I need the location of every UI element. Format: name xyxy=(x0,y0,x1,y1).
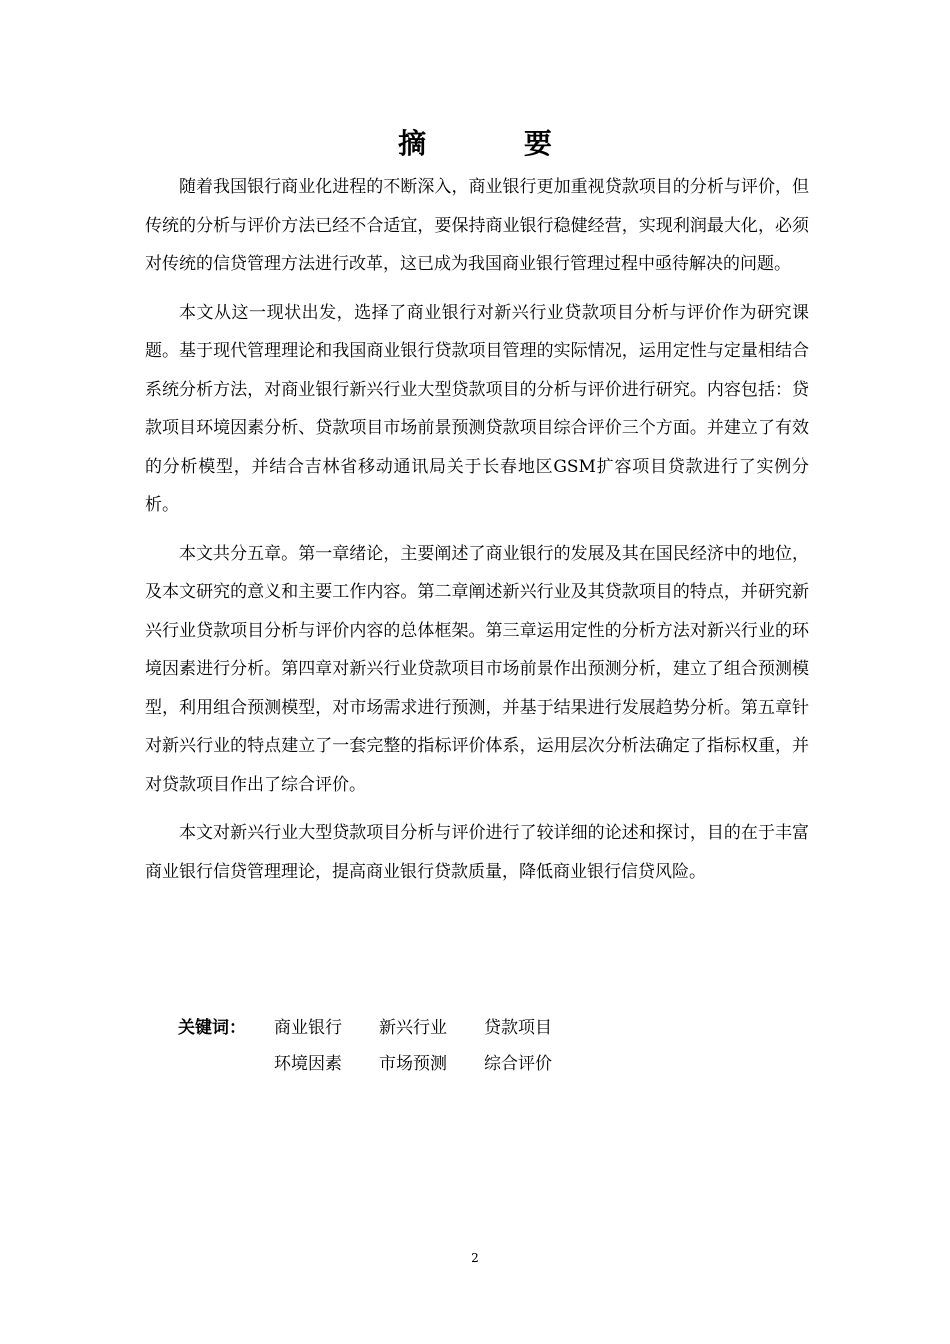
paragraph-2: 本文从这一现状出发，选择了商业银行对新兴行业贷款项目分析与评价作为研究课题。基于现代管理理论和我国商业银行贷款项目管理的实际情况，运用定性与定量相结合系统分析方法，对商业银行新兴行业大型贷款项目的分析与评价进行研究。内容包括：贷款项目环境因素分析、贷款项目市场前景预测贷款项目综合评价三个方面。并建立了有效的分析模型，并结合吉林省移动通讯局关于长春地区GSM扩容项目贷款进行了实例分析。 xyxy=(145,302,809,515)
keywords-block xyxy=(178,1010,589,1082)
paragraph-1: 随着我国银行商业化进程的不断深入，商业银行更加重视贷款项目的分析与评价，但传统的分析与评价方法已经不合适宜，要保持商业银行稳健经营，实现利润最大化，必须对传统的信贷管理方法进行改革，这已成为我国商业银行管理过程中亟待解决的问题。 xyxy=(145,177,809,274)
page-number: 2 xyxy=(471,1251,479,1265)
keywords-row-1 xyxy=(178,1010,589,1046)
paragraph-4: 本文对新兴行业大型贷款项目分析与评价进行了较详细的论述和探讨，目的在于丰富商业银行信贷管理理论，提高商业银行贷款质量，降低商业银行信贷风险。 xyxy=(145,823,809,882)
page-title: 摘 要 xyxy=(398,127,596,160)
keyword: 综合评价 xyxy=(484,1054,552,1074)
keyword: 贷款项目 xyxy=(484,1018,552,1038)
keyword: 新兴行业 xyxy=(379,1018,447,1038)
keywords-label: 关键词： xyxy=(178,1018,246,1038)
keyword: 市场预测 xyxy=(379,1054,447,1074)
keywords-row-2 xyxy=(178,1046,589,1082)
keyword: 环境因素 xyxy=(274,1054,342,1074)
keyword: 商业银行 xyxy=(274,1018,342,1038)
paragraph-3: 本文共分五章。第一章绪论，主要阐述了商业银行的发展及其在国民经济中的地位，及本文研究的意义和主要工作内容。第二章阐述新兴行业及其贷款项目的特点，并研究新兴行业贷款项目分析与评价内容的总体框架。第三章运用定性的分析方法对新兴行业的环境因素进行分析。第四章对新兴行业贷款项目市场前景作出预测分析，建立了组合预测模型，利用组合预测模型，对市场需求进行预测，并基于结果进行发展趋势分析。第五章针对新兴行业的特点建立了一套完整的指标评价体系，运用层次分析法确定了指标权重，并对贷款项目作出了综合评价。 xyxy=(145,543,809,795)
abstract-body xyxy=(145,168,809,891)
